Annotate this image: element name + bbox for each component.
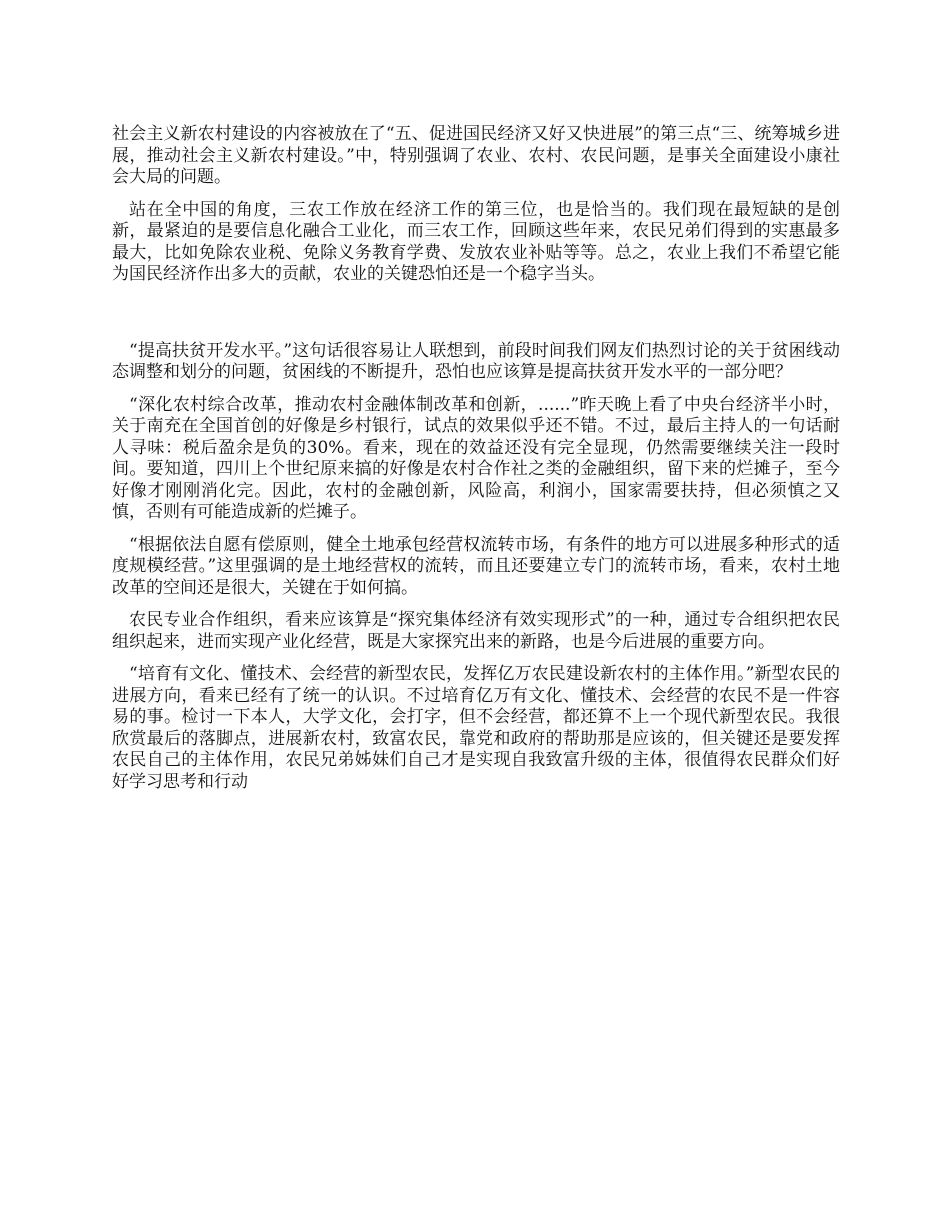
paragraph-4: “深化农村综合改革，推动农村金融体制改革和创新，......”昨天晚上看了中央台经济半小时，关于南充在全国首创的好像是乡村银行，试点的效果似乎还不错。不过，最后主持人的一句话耐人寻味：税后盈余是负的30%。看来，现在的效益还没有完全显现，仍然需要继续关注一段时间。要知道，四川上个世纪原来搞的好像是农村合作社之类的金融组织，留下来的烂摊子，至今好像才刚刚消化完。因此，农村的金融创新，风险高，利润小，国家需要扶持，但必须慎之又慎，否则有可能造成新的烂摊子。 (112, 394, 840, 522)
paragraph-6: 农民专业合作组织，看来应该算是“探究集体经济有效实现形式”的一种，通过专合组织把农民组织起来，进而实现产业化经营，既是大家探究出来的新路，也是今后进展的重要方向。 (112, 610, 840, 652)
paragraph-7: “培育有文化、懂技术、会经营的新型农民，发挥亿万农民建设新农村的主体作用。”新型农民的进展方向，看来已经有了统一的认识。不过培育亿万有文化、懂技术、会经营的农民不是一件容易的事。检讨一下本人，大学文化，会打字，但不会经营，都还算不上一个现代新型农民。我很欣赏最后的落脚点，进展新农村，致富农民，靠党和政府的帮助那是应该的，但关键还是要发挥农民自己的主体作用，农民兄弟姊妹们自己才是实现自我致富升级的主体，很值得农民群众们好好学习思考和行动 (112, 664, 840, 792)
document-body (112, 124, 840, 804)
paragraph-5: “根据依法自愿有偿原则，健全土地承包经营权流转市场，有条件的地方可以进展多种形式的适度规模经营。”这里强调的是土地经营权的流转，而且还要建立专门的流转市场，看来，农村土地改革的空间还是很大，关键在于如何搞。 (112, 534, 840, 598)
paragraph-1: 社会主义新农村建设的内容被放在了“五、促进国民经济又好又快进展”的第三点“三、统筹城乡进展，推动社会主义新农村建设。”中，特别强调了农业、农村、农民问题，是事关全面建设小康社会大局的问题。 (112, 124, 840, 187)
paragraph-gap (112, 297, 840, 341)
paragraph-3: “提高扶贫开发水平。”这句话很容易让人联想到，前段时间我们网友们热烈讨论的关于贫困线动态调整和划分的问题，贫困线的不断提升，恐怕也应该算是提高扶贫开发水平的一部分吧？ (112, 340, 840, 382)
paragraph-2: 站在全中国的角度，三农工作放在经济工作的第三位，也是恰当的。我们现在最短缺的是创新，最紧迫的是要信息化融合工业化，而三农工作，回顾这些年来，农民兄弟们得到的实惠最多最大，比如免除农业税、免除义务教育学费、发放农业补贴等等。总之，农业上我们不希望它能为国民经济作出多大的贡献，农业的关键恐怕还是一个稳字当头。 (112, 199, 840, 284)
